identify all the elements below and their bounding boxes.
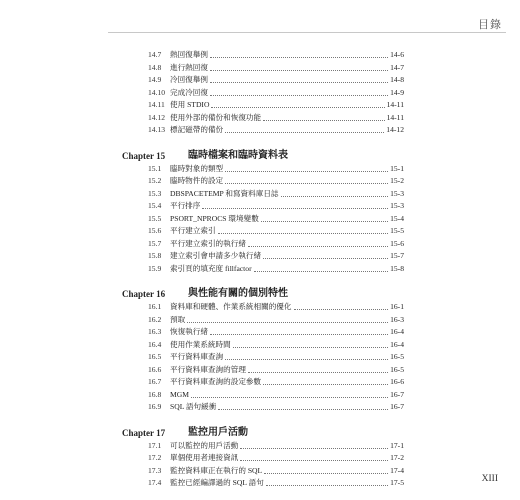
toc-entry <box>148 263 404 275</box>
section-title: 恢復執行緒 <box>170 327 208 336</box>
toc-entry <box>148 339 404 351</box>
dot-leader <box>218 232 389 234</box>
section-title: MGM <box>170 389 189 399</box>
section-title: PSORT_NPROCS 環境變數 <box>170 213 259 223</box>
toc-entry <box>148 364 404 376</box>
dot-leader <box>225 170 388 172</box>
section-number: 17.1 <box>148 440 162 450</box>
toc-entry <box>148 112 404 124</box>
toc-entry <box>148 376 404 388</box>
toc-entry <box>148 99 404 111</box>
section-number: 16.1 <box>148 302 162 311</box>
toc-entry <box>148 213 404 225</box>
page-ref: 15-7 <box>390 251 404 260</box>
section-number: 16.8 <box>148 389 162 399</box>
toc-entry <box>148 389 404 401</box>
running-header: 目錄 <box>478 18 502 31</box>
page-ref: 16-3 <box>390 314 404 324</box>
section-title: 熱回復舉例 <box>170 50 208 59</box>
page-ref: 15-8 <box>390 263 404 273</box>
section-number: 15.4 <box>148 201 162 210</box>
page-ref: 16-1 <box>390 302 404 311</box>
dot-leader <box>210 333 388 335</box>
section-number: 16.7 <box>148 377 162 386</box>
section-title: 臨時對象的類型 <box>170 163 224 173</box>
dot-leader <box>248 371 388 373</box>
dot-leader <box>225 131 384 133</box>
dot-leader <box>210 81 388 83</box>
dot-leader <box>294 308 389 310</box>
page-ref: 14-11 <box>386 100 404 109</box>
dot-leader <box>263 119 384 121</box>
section-number: 16.3 <box>148 327 162 336</box>
page-ref: 14-11 <box>386 112 404 122</box>
section-number: 15.1 <box>148 163 162 173</box>
page-ref: 17-2 <box>390 453 404 462</box>
section-title: 使用作業系統時間 <box>170 339 231 349</box>
section-number: 15.8 <box>148 251 162 260</box>
page-ref: 16-4 <box>390 339 404 349</box>
chapter-heading <box>122 424 248 438</box>
page-ref: 14-12 <box>386 125 404 134</box>
toc-entry <box>148 225 404 237</box>
header-divider <box>108 32 506 33</box>
chapter-label: Chapter 16 <box>122 289 166 299</box>
section-number: 17.2 <box>148 453 162 462</box>
toc-entry <box>148 74 404 86</box>
section-title: 平行資料庫查詢的管理 <box>170 364 246 374</box>
section-title: 可以監控的用戶活動 <box>170 440 239 450</box>
section-number: 15.7 <box>148 238 162 248</box>
section-number: 17.4 <box>148 478 162 487</box>
section-title: 使用外部的備份和恢復功能 <box>170 112 262 122</box>
section-title: 平行建立索引的執行緒 <box>170 238 246 248</box>
section-number: 14.11 <box>148 100 165 109</box>
toc-entry <box>148 477 404 489</box>
section-title: 監控已經編譯過的 SQL 語句 <box>170 478 264 487</box>
page-ref: 15-4 <box>390 213 404 223</box>
page-ref: 17-4 <box>390 465 404 475</box>
section-number: 14.9 <box>148 75 162 84</box>
dot-leader <box>218 408 388 410</box>
section-title: 平行資料庫查詢 <box>170 352 224 361</box>
section-title: 進行熱回復 <box>170 62 208 72</box>
dot-leader <box>210 69 388 71</box>
section-number: 16.9 <box>148 402 162 411</box>
toc-entry <box>148 351 404 363</box>
section-number: 15.5 <box>148 213 162 223</box>
section-title: 臨時物件的設定 <box>170 176 224 185</box>
dot-leader <box>191 396 388 398</box>
section-title: 預取 <box>170 314 186 324</box>
page-ref: 16-5 <box>390 352 404 361</box>
section-title: 監控資料庫正在執行的 SQL <box>170 465 263 475</box>
dot-leader <box>240 447 388 449</box>
dot-leader <box>254 270 388 272</box>
toc-entry <box>148 326 404 338</box>
chapter-title: 與性能有關的個別特性 <box>188 288 288 299</box>
section-title: 平行資料庫查詢的設定參數 <box>170 377 262 386</box>
section-number: 15.2 <box>148 176 162 185</box>
toc-entry <box>148 301 404 313</box>
toc-entry <box>148 465 404 477</box>
page-ref: 15-6 <box>390 238 404 248</box>
toc-entry <box>148 200 404 212</box>
toc-entry <box>148 314 404 326</box>
page-ref: 14-9 <box>390 87 404 97</box>
section-number: 16.2 <box>148 314 162 324</box>
toc-entry <box>148 49 404 61</box>
section-title: DBSPACETEMP 和寫資料庫日誌 <box>170 188 279 198</box>
section-title: 索引頁的填充度 fillfactor <box>170 263 252 273</box>
toc-entry <box>148 452 404 464</box>
dot-leader <box>264 472 388 474</box>
section-number: 15.9 <box>148 263 162 273</box>
section-title: 平行建立索引 <box>170 226 216 235</box>
section-number: 14.10 <box>148 87 166 97</box>
section-number: 16.5 <box>148 352 162 361</box>
page-ref: 16-6 <box>390 377 404 386</box>
page-ref: 17-5 <box>390 478 404 487</box>
dot-leader <box>266 484 388 486</box>
page-ref: 15-3 <box>390 201 404 210</box>
page-ref: 17-1 <box>390 440 404 450</box>
toc-entry <box>148 440 404 452</box>
dot-leader <box>202 207 388 209</box>
dot-leader <box>263 383 388 385</box>
section-title: 建立索引會申請多少執行緒 <box>170 251 262 260</box>
section-number: 16.6 <box>148 364 162 374</box>
toc-entry <box>148 87 404 99</box>
page-ref: 15-3 <box>390 188 404 198</box>
dot-leader <box>211 106 384 108</box>
chapter-heading <box>122 285 288 299</box>
toc-entry <box>148 401 404 413</box>
page-ref: 16-7 <box>390 389 404 399</box>
dot-leader <box>187 321 388 323</box>
toc-entry <box>148 175 404 187</box>
section-title: 平行排序 <box>170 201 201 210</box>
toc-entry <box>148 124 404 136</box>
page-ref: 14-8 <box>390 75 404 84</box>
toc-entry <box>148 163 404 175</box>
dot-leader <box>210 56 388 58</box>
toc-entry <box>148 250 404 262</box>
toc-entry <box>148 62 404 74</box>
section-title: 完成冷回復 <box>170 87 208 97</box>
dot-leader <box>233 346 388 348</box>
section-title: 標記磁帶的備份 <box>170 125 224 134</box>
page-ref: 14-6 <box>390 50 404 59</box>
section-number: 17.3 <box>148 465 162 475</box>
dot-leader <box>225 358 388 360</box>
section-number: 14.13 <box>148 125 166 134</box>
chapter-title: 監控用戶活動 <box>188 426 248 438</box>
toc-entry <box>148 188 404 200</box>
page-ref: 15-1 <box>390 163 404 173</box>
section-title: SQL 語句緩衝 <box>170 402 217 411</box>
dot-leader <box>281 195 389 197</box>
section-title: 冷回復舉例 <box>170 75 208 84</box>
page-ref: 16-7 <box>390 402 404 411</box>
chapter-label: Chapter 15 <box>122 150 166 161</box>
page-ref: 14-7 <box>390 62 404 72</box>
dot-leader <box>240 459 388 461</box>
chapter-heading <box>122 147 288 161</box>
toc-entry <box>148 238 404 250</box>
dot-leader <box>210 94 388 96</box>
section-number: 14.7 <box>148 50 162 59</box>
dot-leader <box>225 182 388 184</box>
dot-leader <box>248 245 388 247</box>
page-ref: 15-5 <box>390 226 404 235</box>
chapter-title: 臨時檔案和臨時資料表 <box>188 149 288 161</box>
page-number: XIII <box>481 474 498 484</box>
section-number: 14.8 <box>148 62 162 72</box>
section-number: 15.3 <box>148 188 162 198</box>
section-title: 單個使用者連接資訊 <box>170 453 239 462</box>
section-title: 使用 STDIO <box>170 100 210 109</box>
page-ref: 16-5 <box>390 364 404 374</box>
dot-leader <box>261 220 388 222</box>
section-title: 資料庫和硬體、作業系統相關的優化 <box>170 302 292 311</box>
dot-leader <box>263 257 388 259</box>
page-ref: 16-4 <box>390 327 404 336</box>
section-number: 15.6 <box>148 226 162 235</box>
section-number: 14.12 <box>148 112 166 122</box>
section-number: 16.4 <box>148 339 162 349</box>
page-ref: 15-2 <box>390 176 404 185</box>
chapter-label: Chapter 17 <box>122 427 166 438</box>
